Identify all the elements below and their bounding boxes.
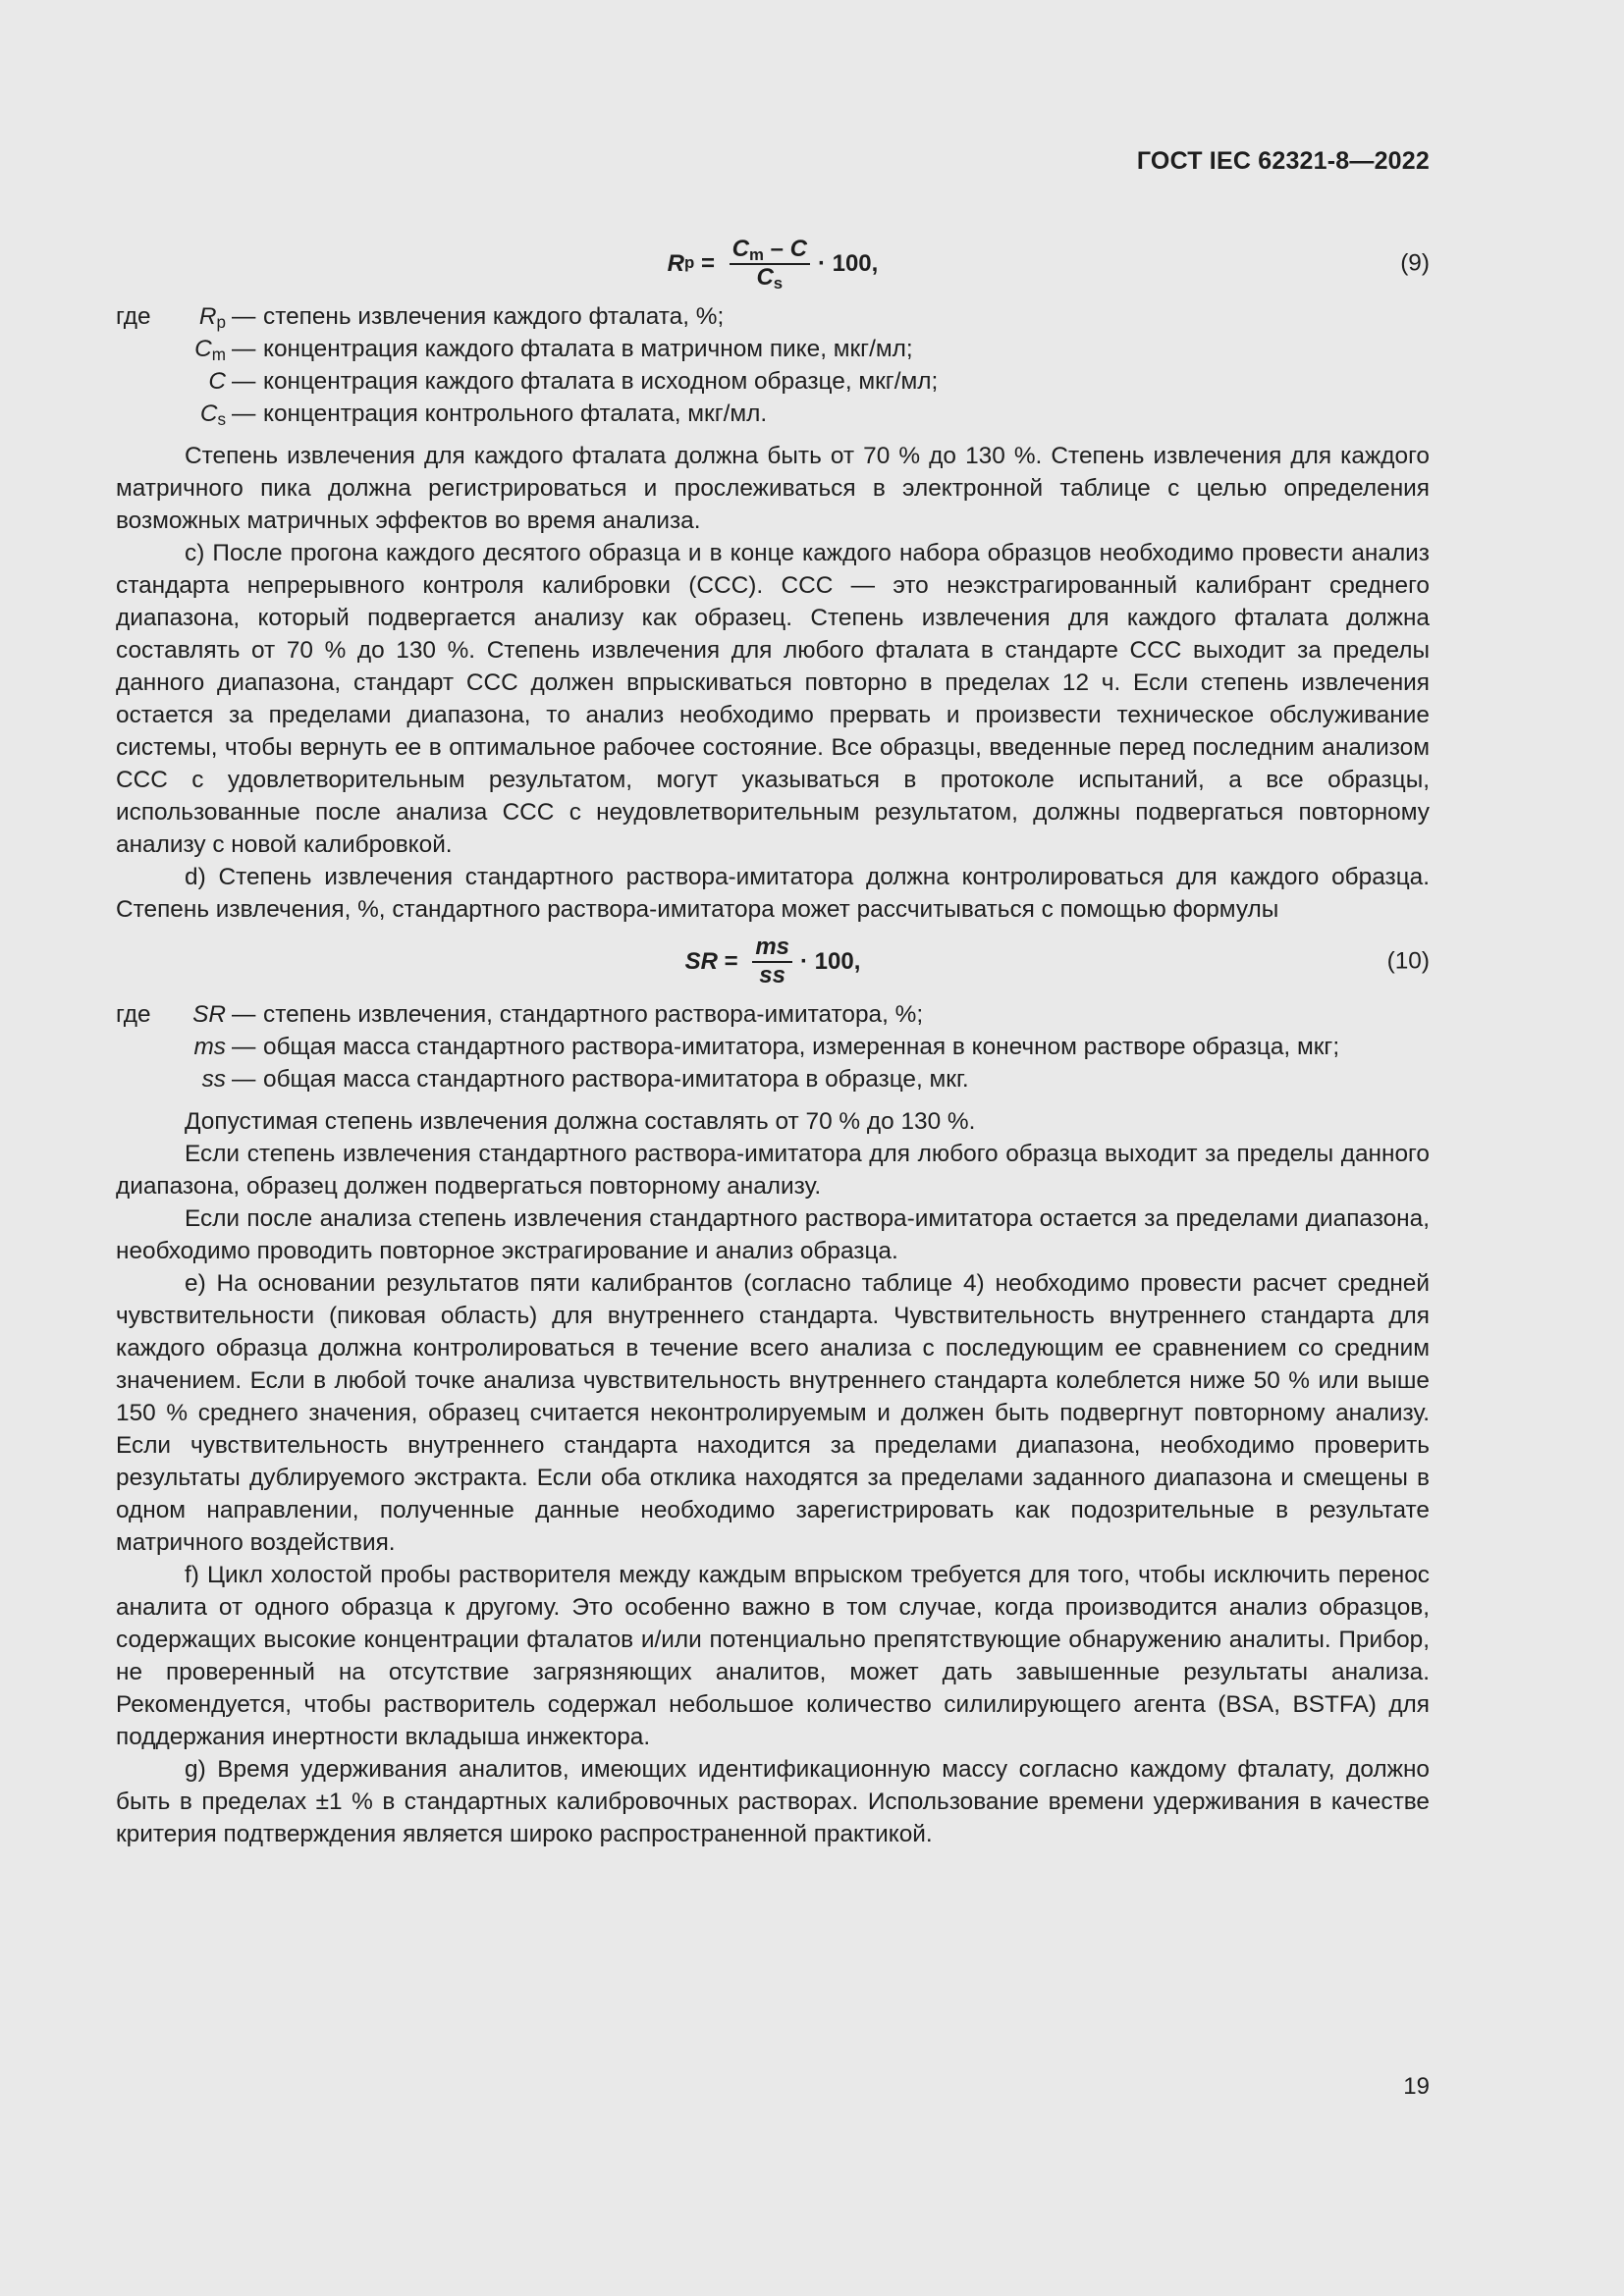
definition-row: где SR — степень извлечения, стандартного раствора-имитатора, %; <box>116 1001 924 1028</box>
page-content <box>116 228 1430 1850</box>
formula-10-fraction: $\frac{ms}{ss}$ <box>752 935 792 988</box>
document-code-header: ГОСТ IEC 62321-8—2022 <box>1136 147 1430 175</box>
formula-10-expression: SR = $\frac{ms}{ss}$ · 100, <box>684 933 861 988</box>
paragraph-allowed-recovery: Допустимая степень извлечения должна составлять от 70 % до 130 %. <box>185 1108 976 1135</box>
paragraph-re-extraction: Если после анализа степень извлечения стандартного раствора-имитатора остается за пределами диапазона, необходимо проводить повторное экстрагирование и анализ образца. <box>116 1205 1430 1264</box>
definition-row: $C_m$ — концентрация каждого фталата в матричном пике, мкг/мл; <box>194 336 913 364</box>
equation-number-10: (10) <box>1386 947 1430 975</box>
formula-10 <box>116 930 1430 992</box>
formula-9 <box>116 232 1430 294</box>
paragraph-recovery-range: Степень извлечения для каждого фталата должна быть от 70 % до 130 %. Степень извлечения для каждого матричного пика должна регистрироваться и прослеживаться в электронной таблице с целью определения возможных матричных эффектов во время анализа. <box>116 443 1430 534</box>
page-number: 19 <box>1403 2073 1430 2100</box>
formula-9-expression: R p = $\frac{C_m - C}{C_s}$ · 100, <box>667 235 879 293</box>
paragraph-item-f: f) Цикл холостой пробы растворителя между каждым впрыском требуется для того, чтобы исключить перенос аналита от одного образца к другому. Это особенно важно в том случае, когда производится анализ образцов, содержащих высокие концентрации фталатов и/или потенциально препятствующие обнаружению аналиты. Прибор, не проверенный на отсутствие загрязняющих аналитов, может дать завышенные результаты анализа. Рекомендуется, чтобы растворитель содержал небольшое количество силилирующего агента (BSA, BSTFA) для поддержания инертности вкладыша инжектора. <box>116 1562 1430 1750</box>
definition-row: где $R_p$ — степень извлечения каждого фталата, %; <box>116 303 725 332</box>
paragraph-item-d: d) Степень извлечения стандартного раствора-имитатора должна контролироваться для каждого образца. Степень извлечения, %, стандартного раствора-имитатора может рассчитываться с помощью формулы <box>116 864 1430 923</box>
formula-9-definitions <box>116 300 1430 430</box>
paragraph-item-g: g) Время удерживания аналитов, имеющих идентификационную массу согласно каждому фталату, должно быть в пределах ±1 % в стандартных калибровочных растворах. Использование времени удерживания в качестве критерия подтверждения является широко распространенной практикой. <box>116 1756 1430 1847</box>
definition-row: ms — общая масса стандартного раствора-имитатора, измеренная в конечном растворе образца, мкг; <box>193 1034 1340 1060</box>
formula-10-definitions <box>116 998 1430 1095</box>
definition-row: ss — общая масса стандартного раствора-имитатора в образце, мкг. <box>201 1066 969 1093</box>
paragraph-out-of-range: Если степень извлечения стандартного раствора-имитатора для любого образца выходит за пределы данного диапазона, образец должен подвергаться повторному анализу. <box>116 1141 1430 1200</box>
formula-9-fraction: $\frac{C_m - C}{C_s}$ <box>730 238 810 290</box>
paragraph-item-e: e) На основании результатов пяти калибрантов (согласно таблице 4) необходимо провести расчет средней чувствительности (пиковая область) для внутреннего стандарта. Чувствительность внутреннего стандарта для каждого образца должна контролироваться в течение всего анализа с последующим ее сравнением со средним значением. Если в любой точке анализа чувствительность внутреннего стандарта колеблется ниже 50 % или выше 150 % среднего значения, образец считается неконтролируемым и должен быть подвергнут повторному анализу. Если чувствительность внутреннего стандарта находится за пределами диапазона, необходимо проверить результаты дублируемого экстракта. Если оба отклика находятся за пределами заданного диапазона и смещены в одном направлении, полученные данные необходимо зарегистрировать как подозрительные в результате матричного воздействия. <box>116 1270 1430 1556</box>
definition-row: $C_s$ — концентрация контрольного фталата, мкг/мл. <box>199 400 768 429</box>
paragraph-item-c: c) После прогона каждого десятого образца и в конце каждого набора образцов необходимо провести анализ стандарта непрерывного контроля калибровки (ССС). ССС — это неэкстрагированный калибрант среднего диапазона, который подвергается анализу как образец. Степень извлечения для каждого фталата должна составлять от 70 % до 130 %. Степень извлечения для любого фталата в стандарте ССС выходит за пределы данного диапазона, стандарт ССС должен впрыскиваться повторно в пределах 12 ч. Если степень извлечения остается за пределами диапазона, то анализ необходимо прервать и произвести техническое обслуживание системы, чтобы вернуть ее в оптимальное рабочее состояние. Все образцы, введенные перед последним анализом ССС с удовлетворительным результатом, могут указываться в протоколе испытаний, а все образцы, использованные после анализа ССС с неудовлетворительным результатом, должны подвергаться повторному анализу с новой калибровкой. <box>116 540 1430 858</box>
definition-row: C — концентрация каждого фталата в исходном образце, мкг/мл; <box>208 368 939 395</box>
equation-number-9: (9) <box>1400 249 1430 277</box>
